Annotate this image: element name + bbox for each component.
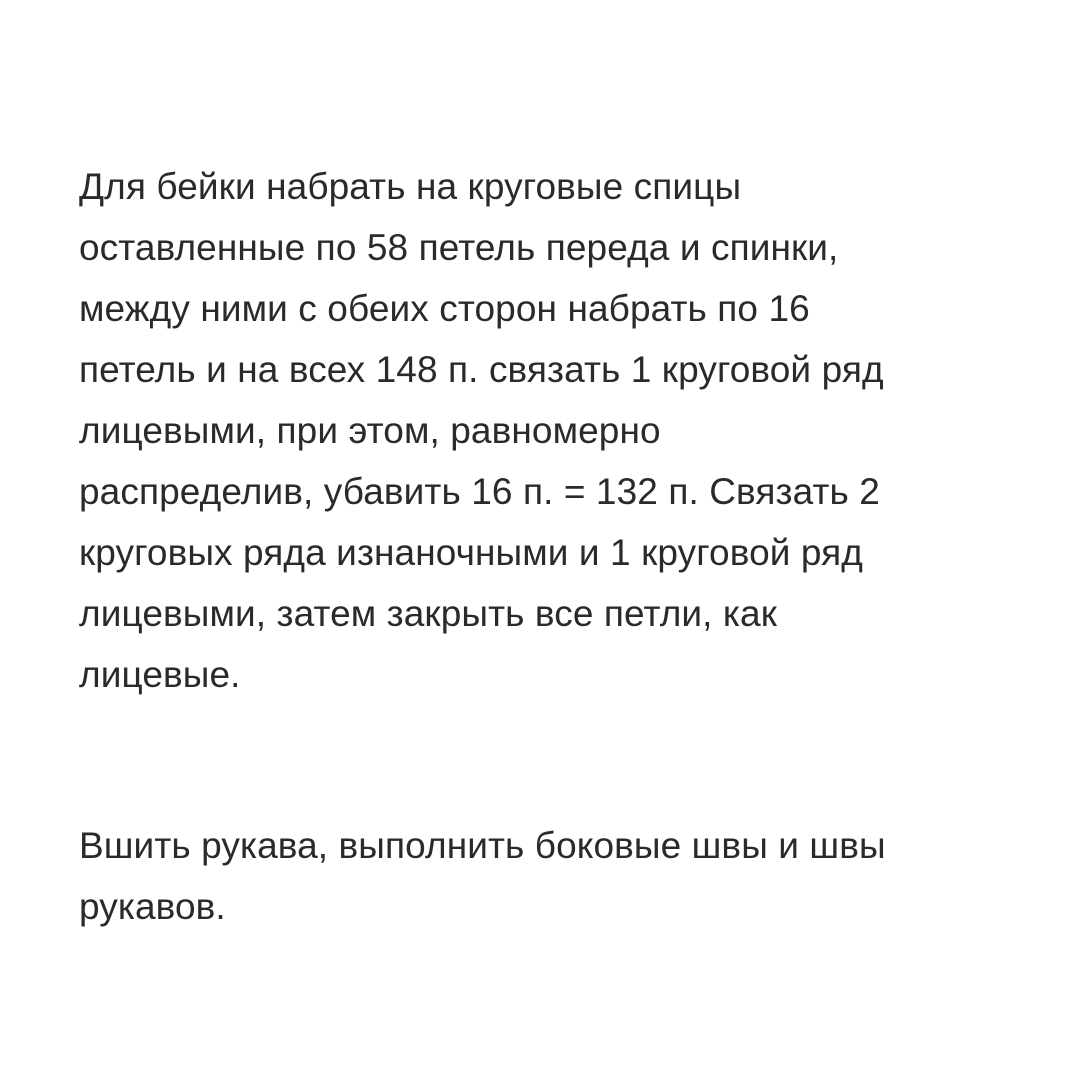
- text-line: лицевыми, затем закрыть все петли, как: [79, 593, 777, 634]
- text-line: лицевые.: [79, 654, 241, 695]
- text-line: лицевыми, при этом, равномерно: [79, 410, 661, 451]
- text-line: круговых ряда изнаночными и 1 круговой ряд: [79, 532, 863, 573]
- text-line: рукавов.: [79, 886, 226, 927]
- text-line: между ними с обеих сторон набрать по 16: [79, 288, 810, 329]
- instruction-paragraph-neckband: [79, 156, 1039, 705]
- text-line: петель и на всех 148 п. связать 1 круговой ряд: [79, 349, 884, 390]
- text-line: Вшить рукава, выполнить боковые швы и швы: [79, 825, 886, 866]
- instruction-paragraph-assembly: [79, 815, 1039, 937]
- text-line: Для бейки набрать на круговые спицы: [79, 166, 742, 207]
- text-line: оставленные по 58 петель переда и спинки,: [79, 227, 839, 268]
- text-line: распределив, убавить 16 п. = 132 п. Связать 2: [79, 471, 880, 512]
